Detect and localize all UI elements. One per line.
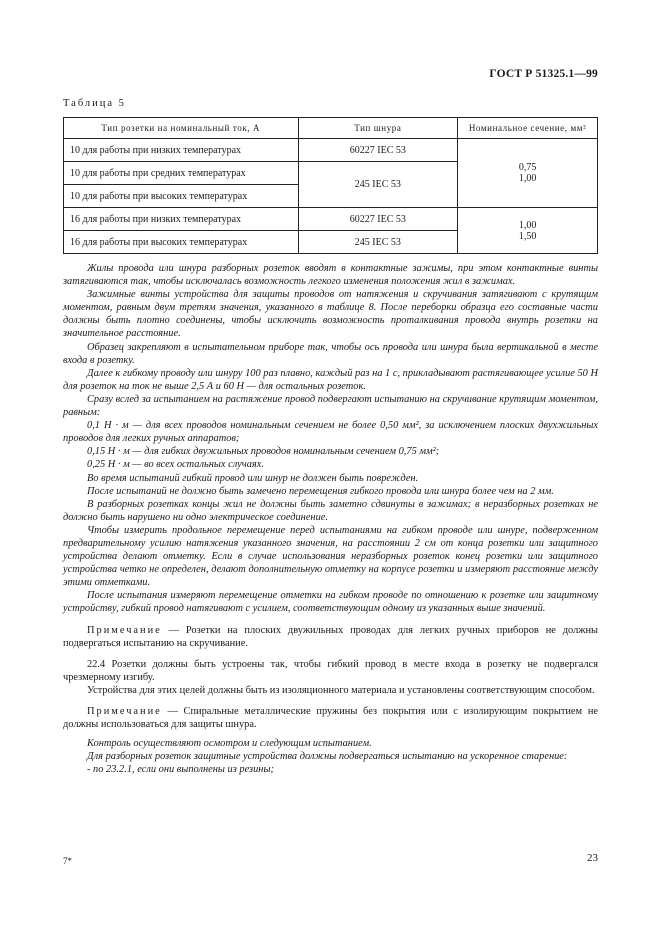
paragraph: Устройства для этих целей должны быть из изоляционного материала и установлены соответствующим способом. <box>87 684 595 696</box>
note-label: Примечание <box>87 624 162 636</box>
paragraph: Контроль осуществляют осмотром и следующим испытанием. <box>87 738 372 750</box>
paragraph: После испытания измеряют перемещение отметки на гибком проводе по отношению к розетке или защитному устройству, гибкий провод натягивают с усилием, соответствующим одному из указанных выше значений. <box>63 590 598 615</box>
note-text: — Спиральные металлические пружины без покрытия или с изолирующим покрытием не должны использоваться для защиты шнура. <box>63 706 598 731</box>
paragraph: Чтобы измерить продольное перемещение перед испытаниями на гибком проводе или шнуре, подверженном предварительному усилию натяжения указанного значения, на расстоянии 2 см от конца розетки или защитного устройства делают отметку. Если в случае использования неразборных розеток конец розетки или защитного устройства четко не определен, делают дополнительную отметку на корпусе розетки и измеряют расстояние между этими отметками. <box>63 524 598 589</box>
paragraph: Жилы провода или шнура разборных розеток вводят в контактные зажимы, при этом контактные винты затягиваются так, чтобы исключалась возможность легкого изменения положения жил в зажимах. <box>63 263 598 288</box>
cord-type-cell: 245 IEC 53 <box>298 231 458 254</box>
table-header-row <box>64 118 598 139</box>
cord-type-cell: 60227 IEC 53 <box>298 208 458 231</box>
column-header: Номинальное сечение, мм² <box>458 118 598 139</box>
paragraph: 0,25 Н · м — во всех остальных случаях. <box>87 459 264 471</box>
table-row <box>64 139 598 162</box>
paragraph: 0,15 Н · м — для гибких двужильных проводов номинальным сечением 0,75 мм²; <box>87 446 440 458</box>
paragraph: Для разборных розеток защитные устройства должны подвергаться испытанию на ускоренное старение: <box>87 751 568 763</box>
table-row <box>64 208 598 231</box>
paragraph: Сразу вслед за испытанием на растяжение провод подвергают испытанию на скручивание крутящим моментом, равным: <box>63 393 598 419</box>
socket-type-cell: 10 для работы при низких температурах <box>64 139 299 162</box>
page-number: 23 <box>587 852 598 864</box>
paragraph: Далее к гибкому проводу или шнуру 100 раз плавно, каждый раз на 1 с, прикладывают растягивающее усилие 50 Н для розеток на ток не выше 2,5 А и 60 Н — для остальных розеток. <box>63 367 598 392</box>
footer-mark: 7* <box>63 856 72 866</box>
note <box>63 624 598 650</box>
paragraph: 0,1 Н · м — для всех проводов номинальным сечением не более 0,50 мм², за исключением плоских двухжильных проводов для легких ручных аппаратов; <box>63 420 598 445</box>
cross-section-values: 0,75 1,00 <box>518 162 537 184</box>
cross-section-cell <box>458 139 598 208</box>
standard-header: ГОСТ Р 51325.1—99 <box>489 68 598 80</box>
paragraph: После испытаний не должно быть замечено перемещения гибкого провода или шнура более чем на 2 мм. <box>87 485 554 497</box>
table-caption: Таблица 5 <box>63 98 126 109</box>
note-label: Примечание <box>87 706 162 717</box>
cord-type-cell: 60227 IEC 53 <box>298 139 458 162</box>
socket-type-cell: 16 для работы при низких температурах <box>64 208 299 231</box>
socket-type-cell: 10 для работы при средних температурах <box>64 162 299 185</box>
body-text <box>63 262 598 776</box>
note <box>63 705 598 731</box>
paragraph: - по 23.2.1, если они выполнены из резины; <box>87 764 274 776</box>
note-text: — Розетки на плоских двужильных проводах для легких ручных приборов не должны подвергаться испытанию на скручивание. <box>63 624 598 649</box>
cross-section-cell <box>458 208 598 254</box>
paragraph: Зажимные винты устройства для защиты проводов от натяжения и скручивания затягивают с крутящим моментом, равным двум третям значения, указанного в таблице 8. После переборки образца его составные части должны быть плотно соединены, чтобы исключить возможность проталкивания провода внутрь розетки на значительное расстояние. <box>63 289 598 340</box>
paragraph: Образец закрепляют в испытательном приборе так, чтобы ось провода или шнура была вертикальной в месте входа в розетку. <box>63 341 598 366</box>
cord-type-cell: 245 IEC 53 <box>298 162 458 208</box>
socket-type-cell: 10 для работы при высоких температурах <box>64 185 299 208</box>
socket-type-cell: 16 для работы при высоких температурах <box>64 231 299 254</box>
table-5 <box>63 117 598 254</box>
cross-section-values: 1,00 1,50 <box>518 219 537 242</box>
paragraph: 22.4 Розетки должны быть устроены так, чтобы гибкий провод в месте входа в розетку не подвергался чрезмерному изгибу. <box>63 658 598 683</box>
column-header: Тип розетки на номинальный ток, А <box>64 118 299 139</box>
paragraph: Во время испытаний гибкий провод или шнур не должен быть поврежден. <box>87 472 419 484</box>
column-header: Тип шнура <box>298 118 458 139</box>
paragraph: В разборных розетках концы жил не должны быть заметно сдвинуты в зажимах; в неразборных розетках не должно быть нарушено ни одно электрическое соединение. <box>63 498 598 523</box>
